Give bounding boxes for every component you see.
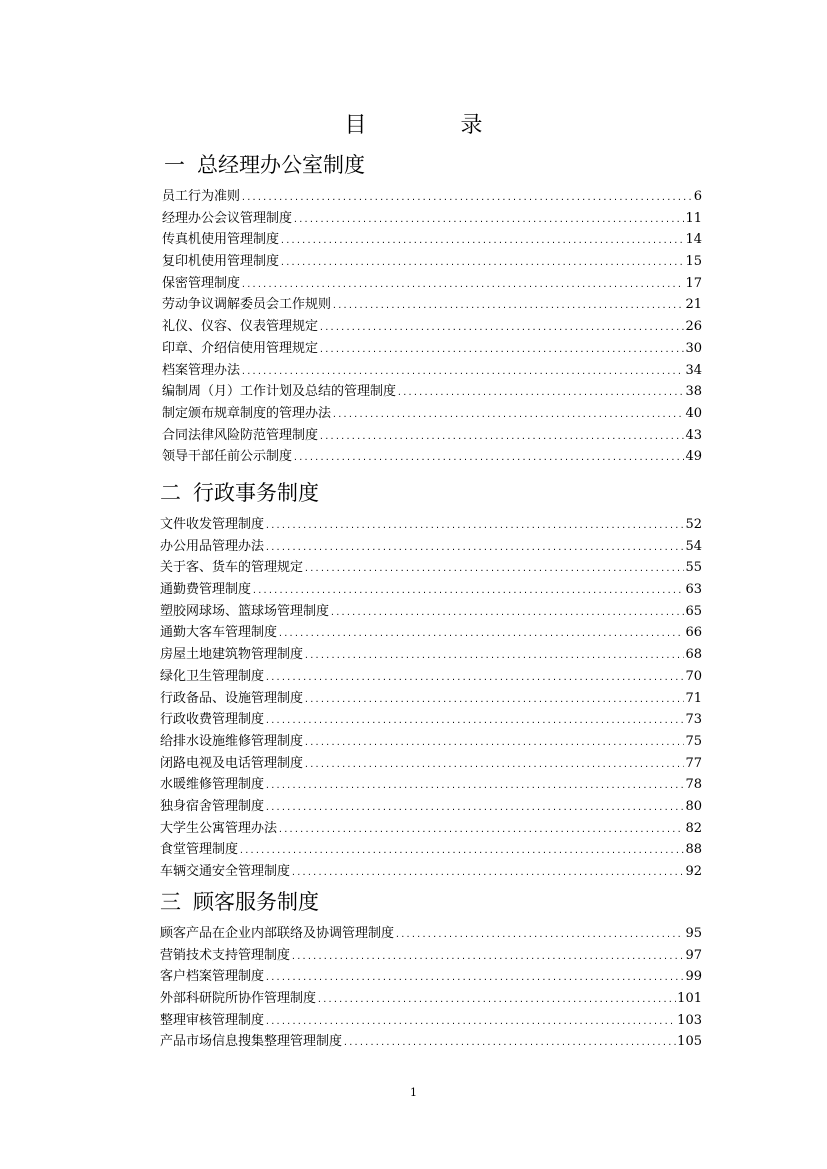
toc-entry-page-number: 71	[685, 690, 702, 706]
toc-entry-page-number: 97	[685, 947, 702, 963]
toc-entry[interactable]	[160, 666, 702, 688]
toc-entry-page-number: 6	[693, 189, 702, 204]
toc-entry[interactable]	[160, 557, 702, 579]
toc-entry-page-number: 54	[685, 538, 702, 554]
toc-entry-label: 文件收发管理制度	[160, 517, 265, 532]
toc-dot-leader	[319, 317, 684, 339]
section-number: 一	[164, 153, 185, 177]
toc-entry-label: 复印机使用管理制度	[162, 254, 280, 270]
toc-entry-page-number: 75	[685, 733, 702, 749]
toc-dot-leader	[265, 710, 684, 732]
toc-entry[interactable]	[162, 446, 702, 468]
toc-entry-page-number: 34	[685, 362, 702, 378]
toc-entry-page-number: 21	[685, 297, 702, 313]
section-heading	[160, 889, 702, 915]
toc-entry-page-number: 49	[685, 449, 702, 465]
toc-entry-page-number: 38	[685, 384, 702, 400]
toc-dot-leader	[265, 775, 684, 797]
toc-entry-label: 行政收费管理制度	[160, 712, 265, 728]
toc-dot-leader	[332, 295, 684, 317]
toc-dot-leader	[239, 840, 684, 862]
section-title: 总经理办公室制度	[197, 153, 365, 177]
section-number: 三	[160, 890, 181, 914]
toc-entry-label: 顾客产品在企业内部联络及协调管理制度	[160, 926, 395, 941]
toc-entry[interactable]	[160, 514, 702, 536]
toc-dot-leader	[280, 230, 684, 252]
toc-entry-page-number: 65	[685, 603, 702, 619]
toc-entry[interactable]	[160, 839, 702, 861]
toc-entry-label: 通勤大客车管理制度	[160, 625, 278, 641]
toc-dot-leader	[304, 645, 684, 667]
toc-list	[160, 923, 702, 1053]
toc-entry-label: 闭路电视及电话管理制度	[160, 755, 304, 771]
toc-entry[interactable]	[160, 861, 702, 883]
toc-dot-leader	[265, 967, 684, 989]
toc-dot-leader	[319, 339, 684, 361]
toc-dot-leader	[304, 754, 684, 776]
toc-dot-leader	[265, 1011, 676, 1033]
toc-entry[interactable]	[162, 338, 702, 360]
toc-entry-label: 通勤费管理制度	[160, 582, 252, 598]
toc-section-2	[160, 480, 702, 883]
toc-entry-label: 营销技术支持管理制度	[160, 947, 291, 963]
toc-entry-page-number: 77	[685, 755, 702, 771]
toc-entry[interactable]	[160, 818, 702, 840]
toc-entry[interactable]	[162, 403, 702, 425]
toc-entry-page-number: 70	[685, 668, 702, 684]
toc-entry-page-number: 103	[677, 1012, 702, 1028]
toc-entry-label: 办公用品管理办法	[160, 538, 265, 554]
toc-entry[interactable]	[160, 945, 702, 967]
toc-dot-leader	[317, 989, 676, 1011]
toc-entry-label: 员工行为准则	[162, 189, 241, 204]
toc-entry[interactable]	[160, 622, 702, 644]
toc-entry[interactable]	[160, 688, 702, 710]
toc-list	[160, 514, 702, 883]
toc-entry-page-number: 30	[685, 340, 702, 356]
section-number: 二	[160, 481, 181, 505]
toc-dot-leader	[280, 252, 684, 274]
toc-entry-label: 经理办公会议管理制度	[162, 210, 293, 226]
toc-dot-leader	[397, 382, 684, 404]
toc-entry-label: 大学生公寓管理办法	[160, 820, 278, 836]
toc-dot-leader	[332, 404, 684, 426]
toc-entry-page-number: 43	[685, 427, 702, 443]
toc-entry-label: 关于客、货车的管理规定	[160, 560, 304, 576]
toc-dot-leader	[304, 558, 684, 580]
toc-entry-label: 领导干部任前公示制度	[162, 449, 293, 465]
toc-entry-label: 档案管理办法	[162, 362, 241, 378]
toc-dot-leader	[319, 426, 684, 448]
toc-entry-label: 外部科研院所协作管理制度	[160, 991, 317, 1007]
toc-entry[interactable]	[160, 1010, 702, 1032]
toc-entry-page-number: 68	[685, 647, 702, 663]
toc-entry-page-number: 66	[685, 625, 702, 641]
toc-dot-leader	[395, 924, 684, 946]
toc-dot-leader	[343, 1032, 676, 1054]
toc-entry-label: 整理审核管理制度	[160, 1012, 265, 1028]
toc-dot-leader	[265, 537, 684, 559]
toc-entry[interactable]	[162, 251, 702, 273]
toc-entry[interactable]	[162, 208, 702, 230]
toc-entry[interactable]	[160, 644, 702, 666]
toc-dot-leader	[265, 667, 684, 689]
toc-entry-page-number: 40	[685, 405, 702, 421]
toc-dot-leader	[330, 602, 684, 624]
toc-dot-leader	[304, 732, 684, 754]
toc-entry-label: 合同法律风险防范管理制度	[162, 427, 319, 443]
toc-entry-label: 印章、介绍信使用管理规定	[162, 340, 319, 356]
toc-entry-page-number: 14	[685, 232, 702, 248]
toc-entry-page-number: 63	[685, 582, 702, 598]
toc-entry-label: 独身宿舍管理制度	[160, 798, 265, 814]
toc-entry-page-number: 95	[685, 926, 702, 941]
toc-entry-page-number: 55	[685, 560, 702, 576]
toc-dot-leader	[293, 447, 684, 469]
toc-list	[162, 186, 702, 468]
toc-entry-label: 保密管理制度	[162, 275, 241, 291]
toc-dot-leader	[291, 946, 684, 968]
toc-entry[interactable]	[160, 1031, 702, 1053]
toc-entry[interactable]	[162, 229, 702, 251]
toc-entry[interactable]	[160, 988, 702, 1010]
toc-entry-page-number: 78	[685, 777, 702, 793]
toc-entry-label: 给排水设施维修管理制度	[160, 733, 304, 749]
toc-dot-leader	[265, 515, 684, 537]
toc-entry-label: 客户档案管理制度	[160, 969, 265, 985]
toc-entry-page-number: 88	[685, 842, 702, 858]
toc-dot-leader	[265, 797, 684, 819]
toc-entry[interactable]	[160, 923, 702, 945]
toc-entry-label: 劳动争议调解委员会工作规则	[162, 297, 332, 313]
toc-entry[interactable]	[160, 796, 702, 818]
toc-dot-leader	[252, 580, 684, 602]
toc-entry-page-number: 80	[685, 798, 702, 814]
toc-dot-leader	[278, 623, 684, 645]
toc-entry[interactable]	[160, 579, 702, 601]
toc-entry[interactable]	[162, 381, 702, 403]
toc-entry[interactable]	[160, 601, 702, 623]
toc-entry-page-number: 73	[685, 712, 702, 728]
toc-entry-label: 产品市场信息搜集整理管理制度	[160, 1034, 343, 1050]
toc-entry-label: 制定颁布规章制度的管理办法	[162, 405, 332, 421]
toc-dot-leader	[241, 274, 684, 296]
toc-dot-leader	[241, 361, 684, 383]
toc-entry[interactable]	[160, 731, 702, 753]
toc-entry[interactable]	[162, 186, 702, 208]
toc-entry-label: 水暖维修管理制度	[160, 777, 265, 793]
section-title: 顾客服务制度	[193, 890, 319, 914]
toc-entry-label: 食堂管理制度	[160, 842, 239, 858]
toc-entry[interactable]	[160, 709, 702, 731]
page-number: 1	[410, 1086, 417, 1099]
toc-entry-label: 房屋土地建筑物管理制度	[160, 647, 304, 663]
toc-dot-leader	[304, 689, 684, 711]
toc-entry-page-number: 26	[685, 319, 702, 335]
section-title: 行政事务制度	[193, 481, 319, 505]
toc-entry[interactable]	[162, 360, 702, 382]
section-heading	[164, 152, 702, 178]
toc-entry[interactable]	[160, 774, 702, 796]
toc-entry-page-number: 52	[685, 517, 702, 532]
toc-entry[interactable]	[160, 753, 702, 775]
section-heading	[160, 480, 702, 506]
toc-entry-label: 传真机使用管理制度	[162, 232, 280, 248]
toc-entry-page-number: 101	[677, 991, 702, 1007]
toc-entry-label: 塑胶网球场、篮球场管理制度	[160, 603, 330, 619]
toc-entry-label: 礼仪、仪容、仪表管理规定	[162, 319, 319, 335]
toc-entry[interactable]	[160, 966, 702, 988]
page-title: 目 录	[344, 113, 519, 138]
toc-entry-page-number: 17	[685, 275, 702, 291]
toc-entry-page-number: 105	[677, 1034, 702, 1050]
toc-entry[interactable]	[162, 425, 702, 447]
toc-dot-leader	[241, 187, 693, 209]
toc-entry[interactable]	[162, 273, 702, 295]
toc-entry-page-number: 82	[685, 820, 702, 836]
toc-dot-leader	[291, 862, 684, 884]
toc-entry-label: 行政备品、设施管理制度	[160, 690, 304, 706]
toc-section-3	[160, 889, 702, 1053]
toc-dot-leader	[293, 209, 684, 231]
toc-entry[interactable]	[160, 536, 702, 558]
toc-entry-page-number: 99	[685, 969, 702, 985]
toc-entry-page-number: 15	[685, 254, 702, 270]
toc-entry-page-number: 92	[685, 864, 702, 879]
toc-dot-leader	[278, 819, 684, 841]
toc-entry[interactable]	[162, 294, 702, 316]
toc-entry[interactable]	[162, 316, 702, 338]
toc-entry-label: 编制周（月）工作计划及总结的管理制度	[162, 384, 397, 400]
toc-entry-label: 绿化卫生管理制度	[160, 668, 265, 684]
toc-section-1	[164, 152, 702, 468]
toc-entry-label: 车辆交通安全管理制度	[160, 864, 291, 879]
toc-entry-page-number: 11	[685, 210, 702, 226]
